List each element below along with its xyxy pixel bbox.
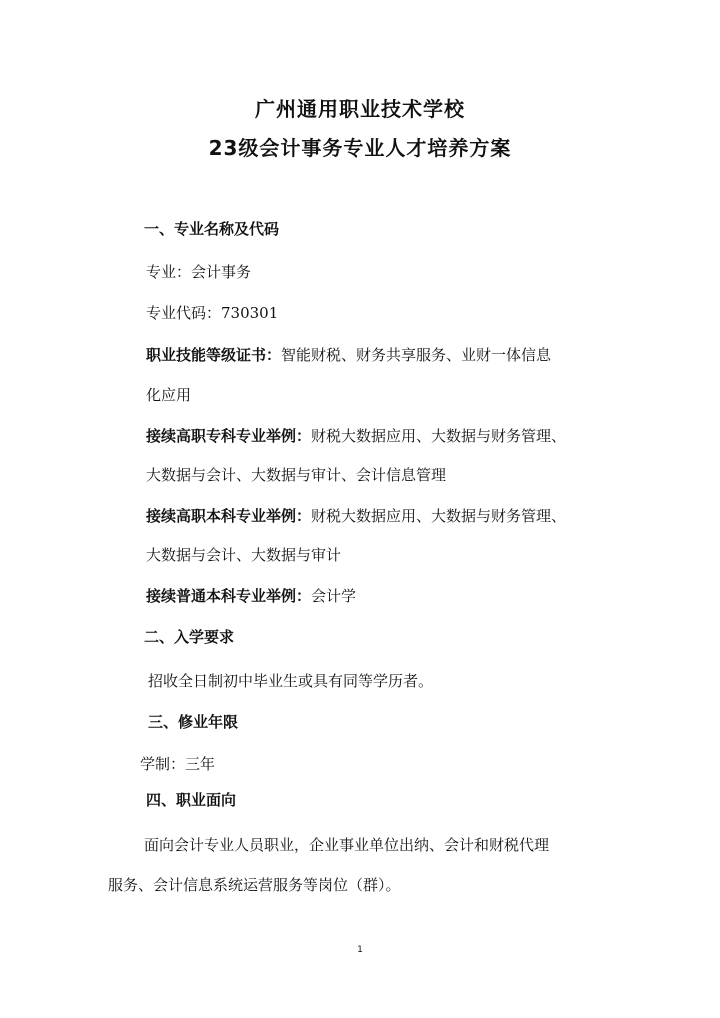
career-text-line-2: 服务、会计信息系统运营服务等岗位（群）。 (108, 876, 401, 894)
higher-vocational-value: 财税大数据应用、大数据与财务管理、 (311, 427, 567, 445)
general-bachelor-value: 会计学 (311, 587, 357, 605)
major-name: 专业：会计事务 (146, 263, 252, 281)
cert-label: 职业技能等级证书： (146, 346, 282, 364)
section1-heading: 一、专业名称及代码 (144, 220, 280, 238)
cert-line-1 (146, 345, 551, 365)
vocational-bachelor-line-1 (146, 506, 566, 526)
program-title: 23级会计事务专业人才培养方案 (208, 136, 512, 160)
higher-vocational-line-1 (146, 426, 566, 446)
career-text-line-1: 面向会计专业人员职业，企业事业单位出纳、会计和财税代理 (144, 836, 550, 854)
vocational-bachelor-value: 财税大数据应用、大数据与财务管理、 (311, 507, 567, 525)
major-code: 专业代码：730301 (146, 304, 279, 322)
vocational-bachelor-label: 接续高职本科专业举例： (146, 507, 312, 525)
section2-heading: 二、入学要求 (144, 628, 235, 646)
general-bachelor-label: 接续普通本科专业举例： (146, 587, 312, 605)
vocational-bachelor-line-2: 大数据与会计、大数据与审计 (146, 546, 342, 564)
general-bachelor-line (146, 586, 356, 606)
cert-line-2: 化应用 (146, 386, 192, 404)
section3-heading: 三、修业年限 (148, 713, 239, 731)
page-number: 1 (357, 945, 363, 955)
duration-text: 学制：三年 (140, 755, 216, 773)
higher-vocational-label: 接续高职专科专业举例： (146, 427, 312, 445)
admission-text: 招收全日制初中毕业生或具有同等学历者。 (148, 672, 434, 690)
section4-heading: 四、职业面向 (146, 791, 237, 809)
school-title: 广州通用职业技术学校 (255, 97, 465, 121)
higher-vocational-line-2: 大数据与会计、大数据与审计、会计信息管理 (146, 466, 447, 484)
cert-value: 智能财税、财务共享服务、业财一体信息 (281, 346, 552, 364)
